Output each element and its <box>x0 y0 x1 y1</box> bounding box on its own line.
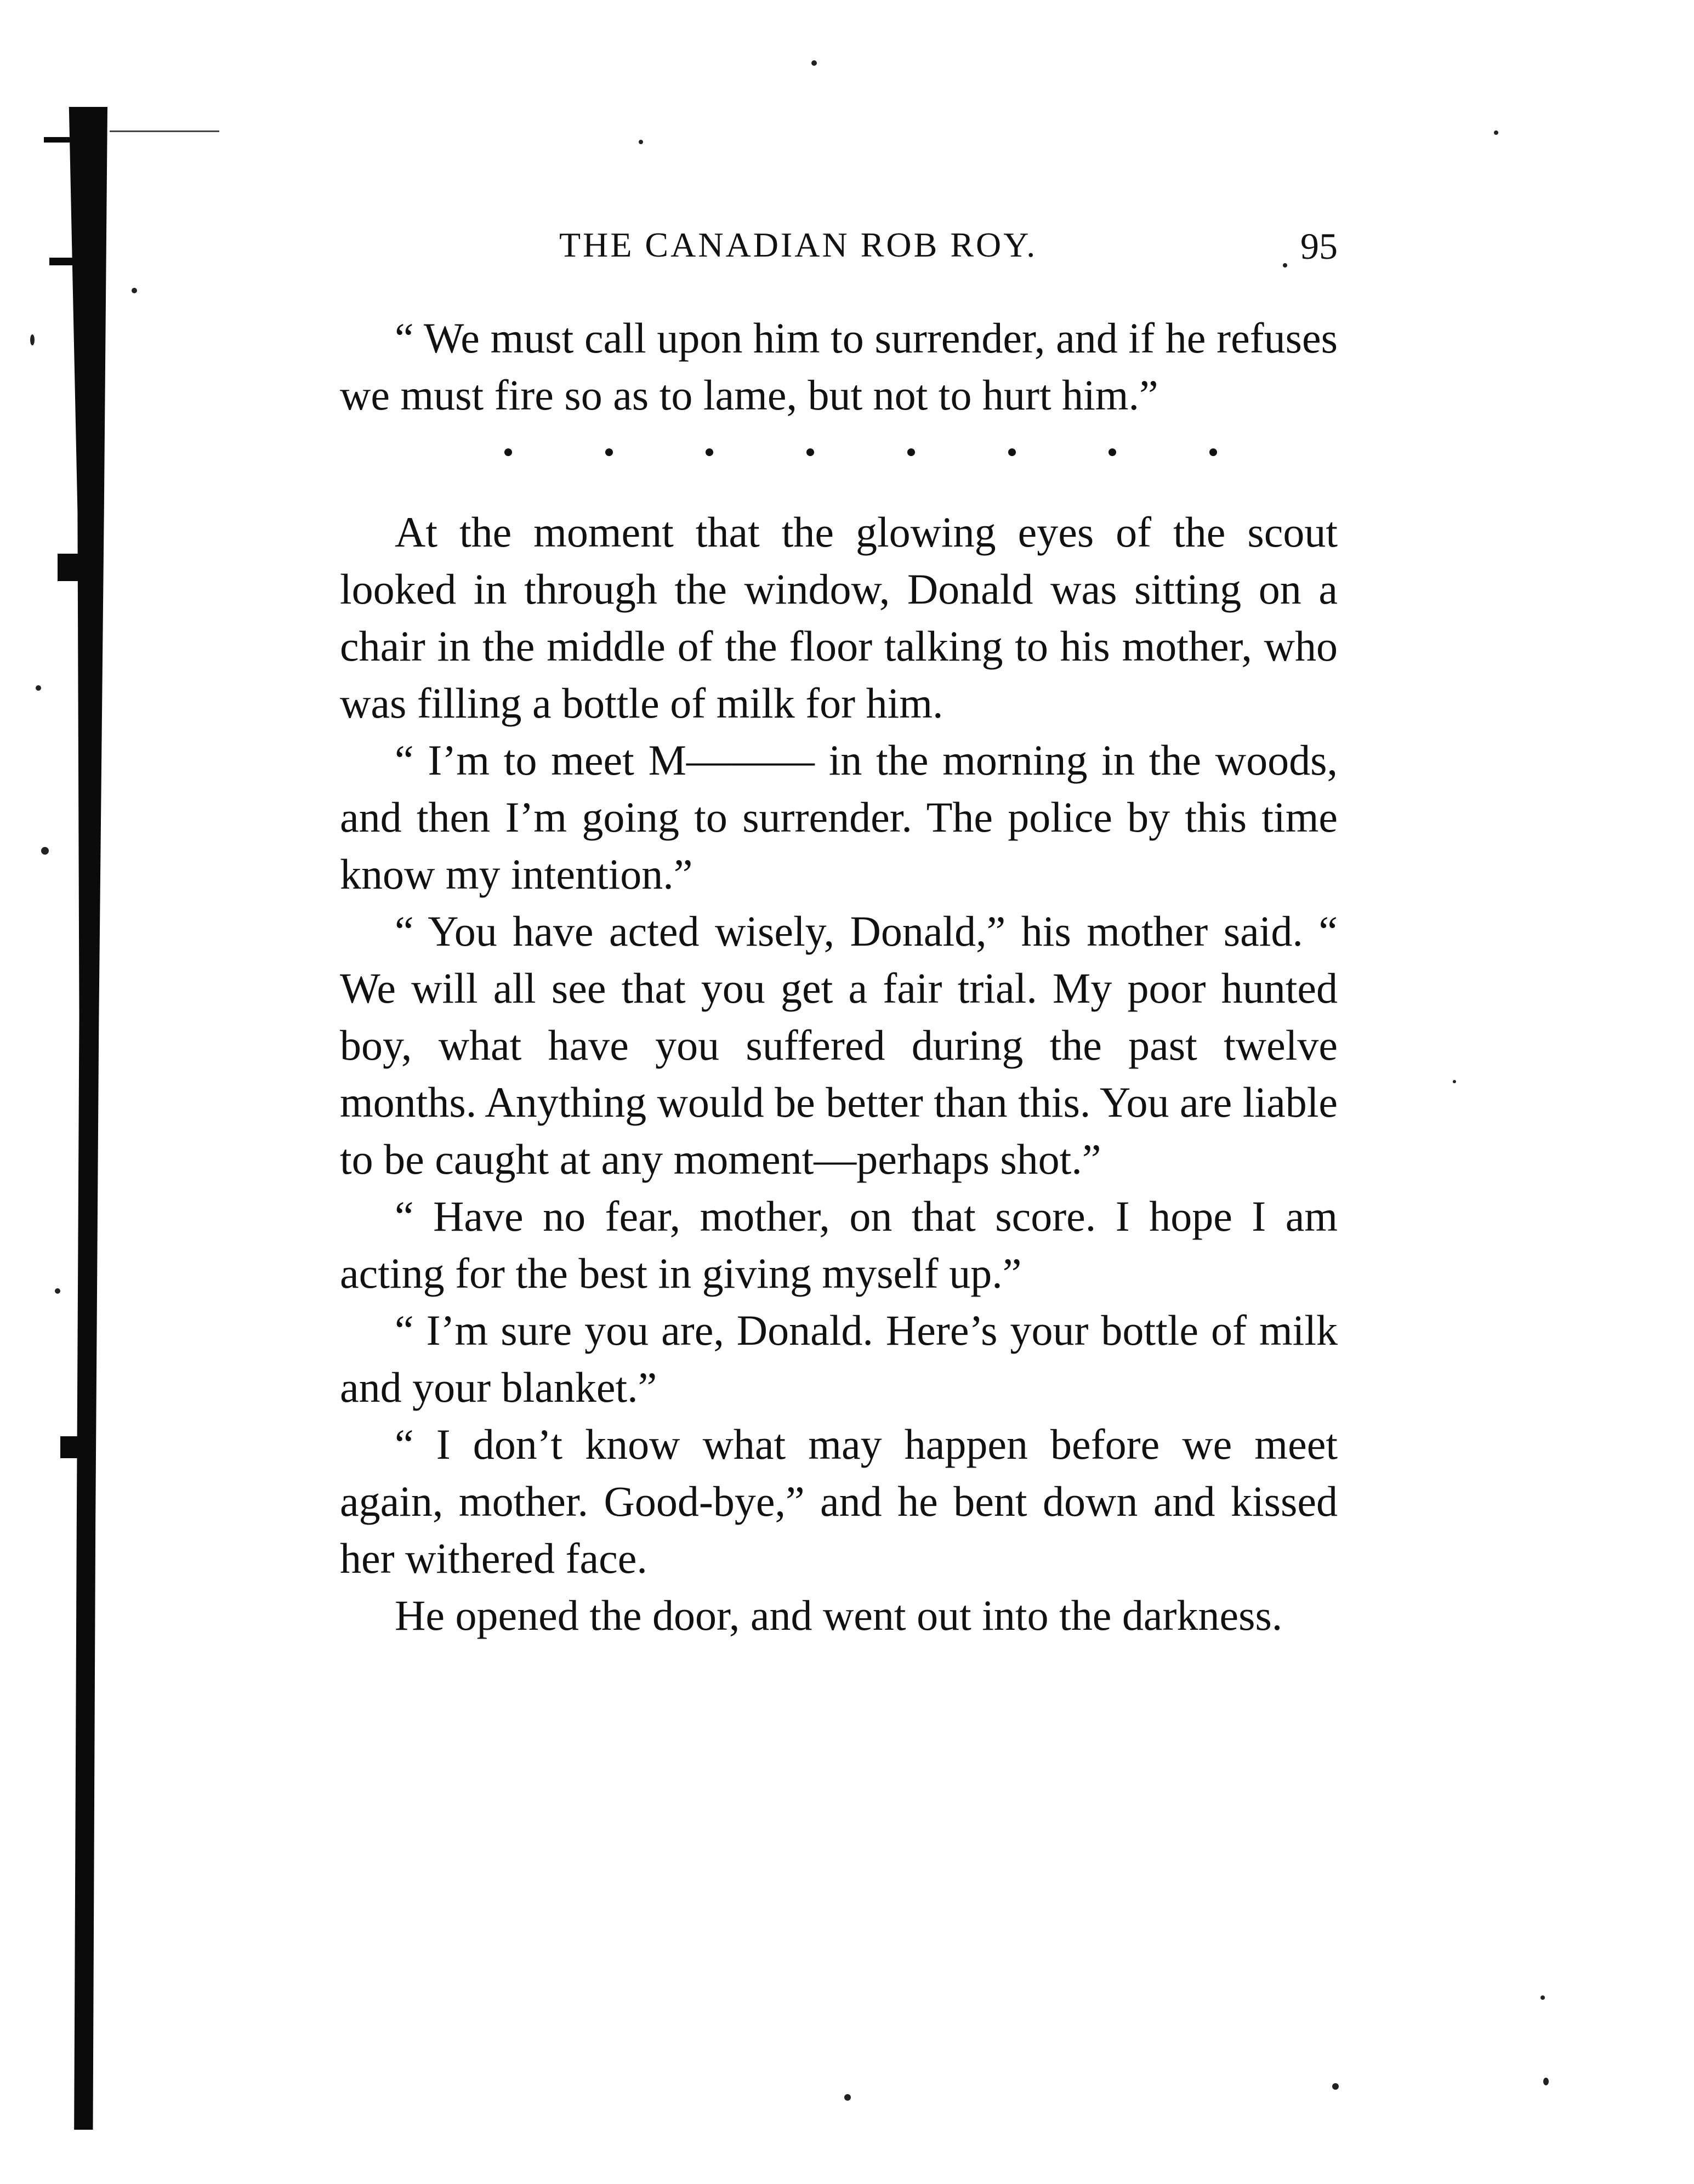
paragraph: “ Have no fear, mother, on that score. I hope I am acting for the best in giving myself up.” <box>340 1192 1338 1297</box>
scan-speck <box>1332 2083 1339 2090</box>
binding-notch <box>49 258 77 265</box>
scan-speck <box>639 140 643 144</box>
paragraph: “ You have acted wisely, Donald,” his mother said. “ We will all see that you get a fair trial. My poor hunted boy, what have you suffered during the past twelve months. Anything would be better than this. You are liable to be caught at any moment—perhaps shot.” <box>340 907 1338 1183</box>
scan-speck <box>1543 2078 1549 2085</box>
paragraph: “ I don’t know what may happen before we meet again, mother. Good-bye,” and he bent down and kissed her withered face. <box>340 1420 1338 1582</box>
binding-notch <box>60 1436 85 1458</box>
paragraph: At the moment that the glowing eyes of the scout looked in through the window, Donald was sitting on a chair in the middle of the floor talking to his mother, who was filling a bottle of milk for him. <box>340 508 1338 727</box>
scan-speck <box>36 685 41 691</box>
scene-break-dot <box>1109 448 1116 456</box>
binding-notch <box>44 137 77 143</box>
scan-speck <box>811 60 817 66</box>
scene-break <box>504 424 1217 481</box>
scene-break-dot <box>504 448 512 456</box>
scene-break-dot <box>806 448 814 456</box>
body-text <box>340 310 1338 1644</box>
running-title: THE CANADIAN ROB ROY. <box>559 225 1038 264</box>
binding-edge <box>65 107 107 2130</box>
paragraph: “ We must call upon him to surrender, and if he refuses we must fire so as to lame, but not to hurt him.” <box>340 314 1338 419</box>
scan-fleck <box>110 130 219 132</box>
paragraph: “ I’m sure you are, Donald. Here’s your bottle of milk and your blanket.” <box>340 1306 1338 1411</box>
paragraph: “ I’m to meet M——— in the morning in the woods, and then I’m going to surrender. The police by this time know my intention.” <box>340 736 1338 898</box>
scene-break-dot <box>1008 448 1016 456</box>
running-head <box>559 225 1338 274</box>
page-number: 95 <box>1300 225 1338 267</box>
scan-speck <box>30 334 35 345</box>
scan-speck <box>55 1288 60 1294</box>
scan-speck <box>1494 130 1498 135</box>
scene-break-dot <box>706 448 713 456</box>
scan-speck <box>844 2094 851 2101</box>
paragraph: He opened the door, and went out into the darkness. <box>395 1591 1283 1639</box>
scan-speck <box>132 288 137 293</box>
binding-notch <box>58 554 79 581</box>
scene-break-dot <box>907 448 915 456</box>
scan-speck <box>1453 1080 1456 1083</box>
scan-speck <box>1540 1995 1545 2000</box>
scene-break-dot <box>605 448 613 456</box>
scene-break-dot <box>1209 448 1217 456</box>
scan-speck <box>41 847 49 855</box>
